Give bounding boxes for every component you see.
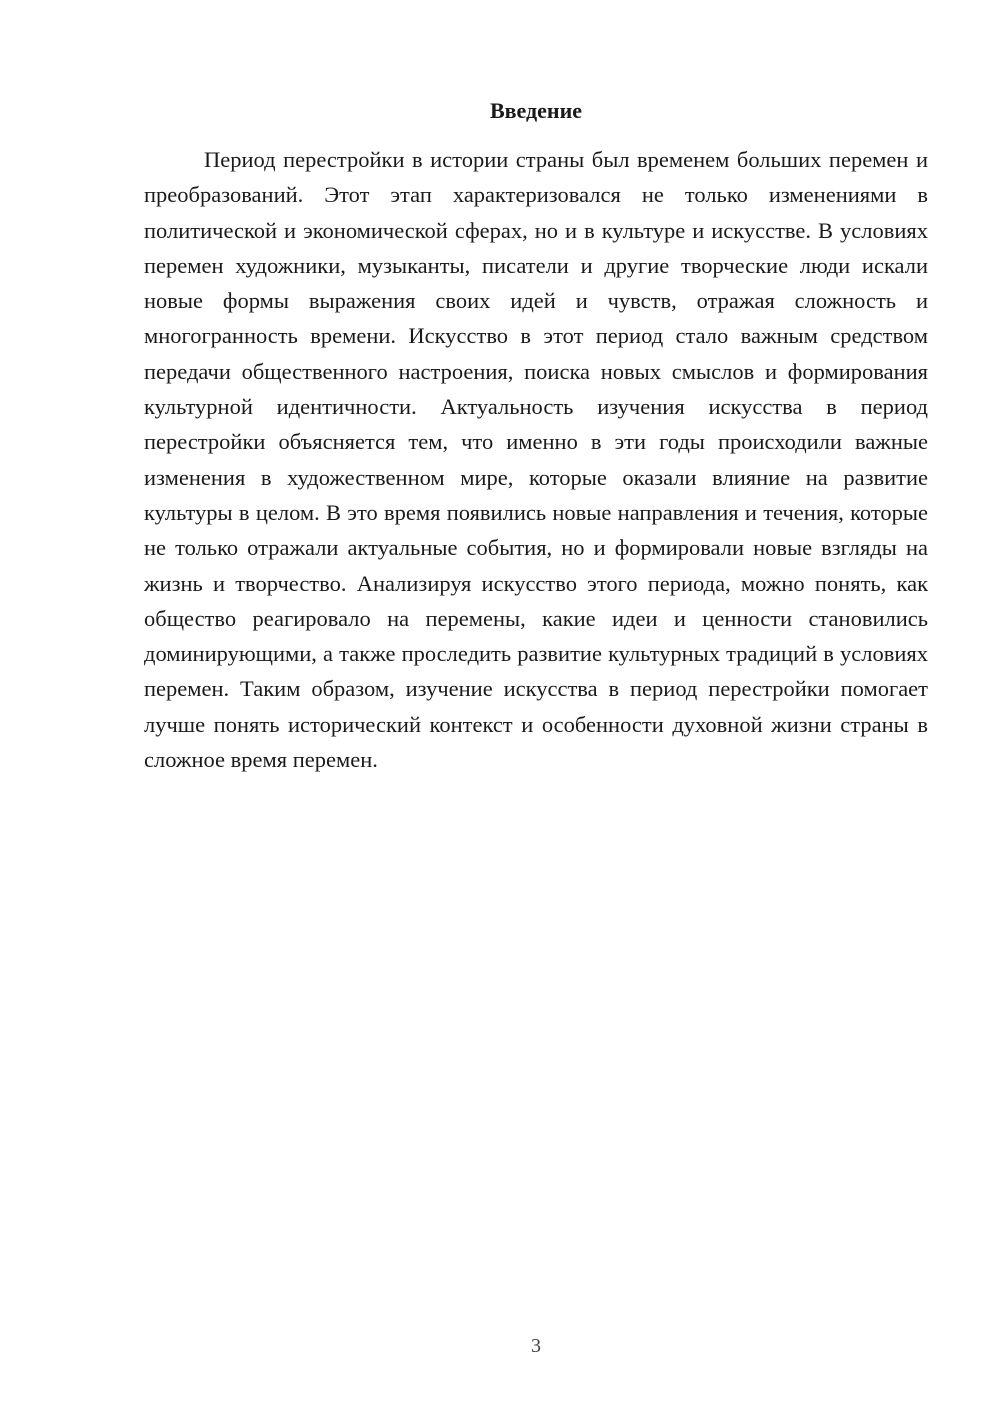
page-number: 3 <box>531 1335 541 1357</box>
body-paragraph: Период перестройки в истории страны был временем больших перемен и преобразований. Этот этап характеризовался не только изменениями в политической и экономической сферах, но и в культуре и искусстве. В условиях перемен художники, музыканты, писатели и другие творческие люди искали новые формы выражения своих идей и чувств, отражая сложность и многогранность времени. Искусство в этот период стало важным средством передачи общественного настроения, поиска новых смыслов и формирования культурной идентичности. Актуальность изучения искусства в период перестройки объясняется тем, что именно в эти годы происходили важные изменения в художественном мире, которые оказали влияние на развитие культуры в целом. В это время появились новые направления и течения, которые не только отражали актуальные события, но и формировали новые взгляды на жизнь и творчество. Анализируя искусство этого периода, можно понять, как общество реагировало на перемены, какие идеи и ценности становились доминирующими, а также проследить развитие культурных традиций в условиях перемен. Таким образом, изучение искусства в период перестройки помогает лучше понять исторический контекст и особенности духовной жизни страны в сложное время перемен. <box>144 147 928 773</box>
section-title: Введение <box>489 98 583 123</box>
